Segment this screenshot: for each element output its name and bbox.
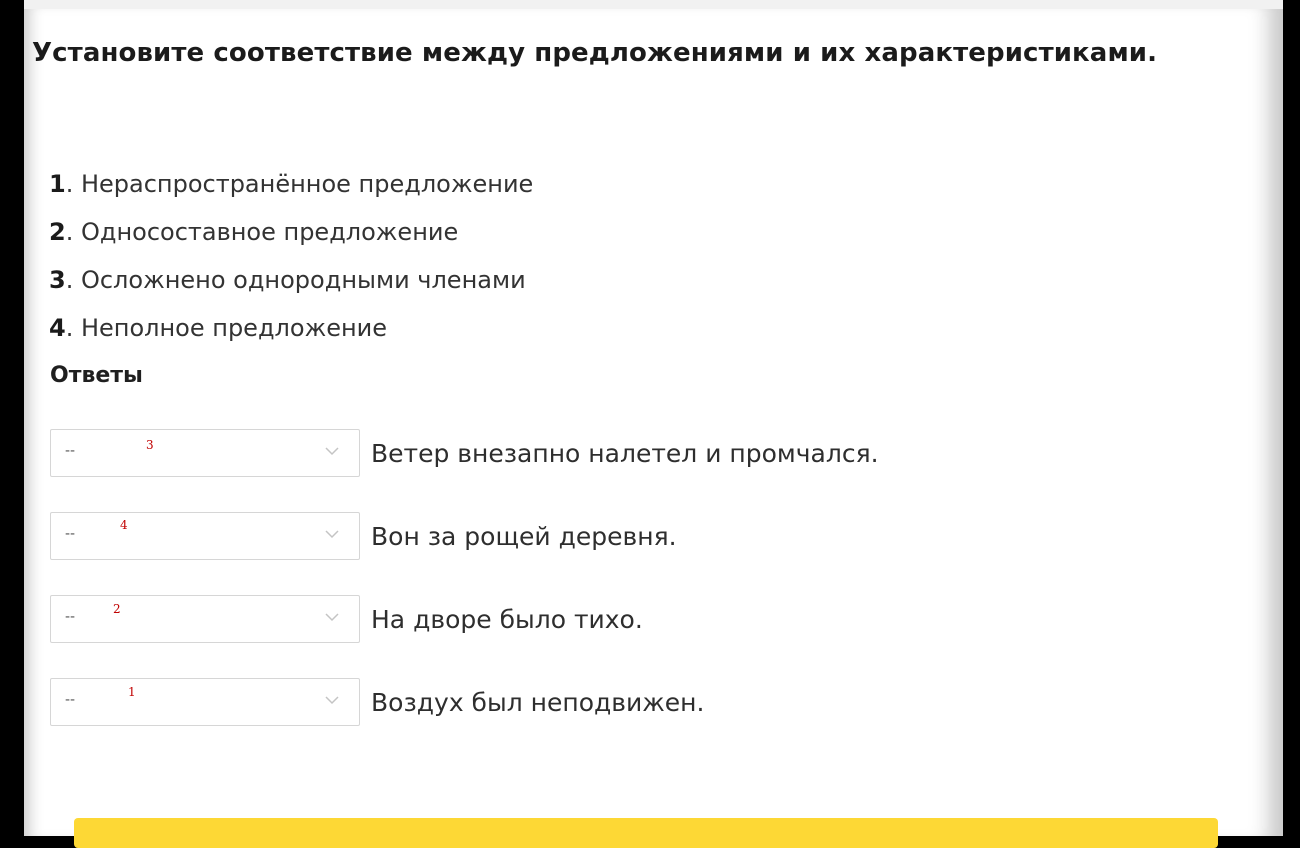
handwritten-mark: 4 [120, 518, 128, 532]
chevron-down-icon [324, 529, 340, 539]
answer-select-4[interactable] [50, 678, 360, 726]
option-label: . Неполное предложение [65, 314, 388, 342]
sentence-text: Ветер внезапно налетел и промчался. [371, 438, 879, 468]
option-item-1 [49, 160, 533, 208]
answer-select-1[interactable] [50, 429, 360, 477]
answer-row-4 [50, 677, 704, 727]
option-number: 4 [49, 314, 66, 342]
right-frame-border [1283, 0, 1300, 836]
option-number: 1 [49, 170, 66, 198]
option-label: . Односоставное предложение [65, 218, 459, 246]
option-item-3 [49, 256, 533, 304]
sentence-text: Вон за рощей деревня. [371, 521, 677, 551]
answer-select-3[interactable] [50, 595, 360, 643]
answer-row-1 [50, 428, 879, 478]
sentence-text: Воздух был неподвижен. [371, 687, 705, 717]
select-value: -- [65, 692, 76, 708]
handwritten-mark: 3 [146, 438, 154, 452]
submit-button[interactable] [74, 818, 1218, 848]
chevron-down-icon [324, 612, 340, 622]
answer-row-3 [50, 594, 643, 644]
handwritten-mark: 1 [128, 685, 136, 699]
left-frame-border [0, 0, 24, 836]
select-value: -- [65, 609, 76, 625]
option-number: 3 [49, 266, 66, 294]
chevron-down-icon [324, 446, 340, 456]
option-number: 2 [49, 218, 66, 246]
select-value: -- [65, 443, 76, 459]
option-item-2 [49, 208, 533, 256]
chevron-down-icon [324, 695, 340, 705]
answer-row-2 [50, 511, 677, 561]
handwritten-mark: 2 [113, 602, 121, 616]
answers-heading: Ответы [50, 363, 143, 388]
option-item-4 [49, 304, 533, 352]
select-value: -- [65, 526, 76, 542]
options-list [49, 160, 533, 352]
question-title: Установите соответствие между предложениями и их характеристиками. [32, 38, 1158, 68]
answer-select-2[interactable] [50, 512, 360, 560]
top-frame-strip [24, 0, 1283, 9]
sentence-text: На дворе было тихо. [371, 604, 643, 634]
option-label: . Нераспространённое предложение [65, 170, 534, 198]
option-label: . Осложнено однородными членами [65, 266, 526, 294]
